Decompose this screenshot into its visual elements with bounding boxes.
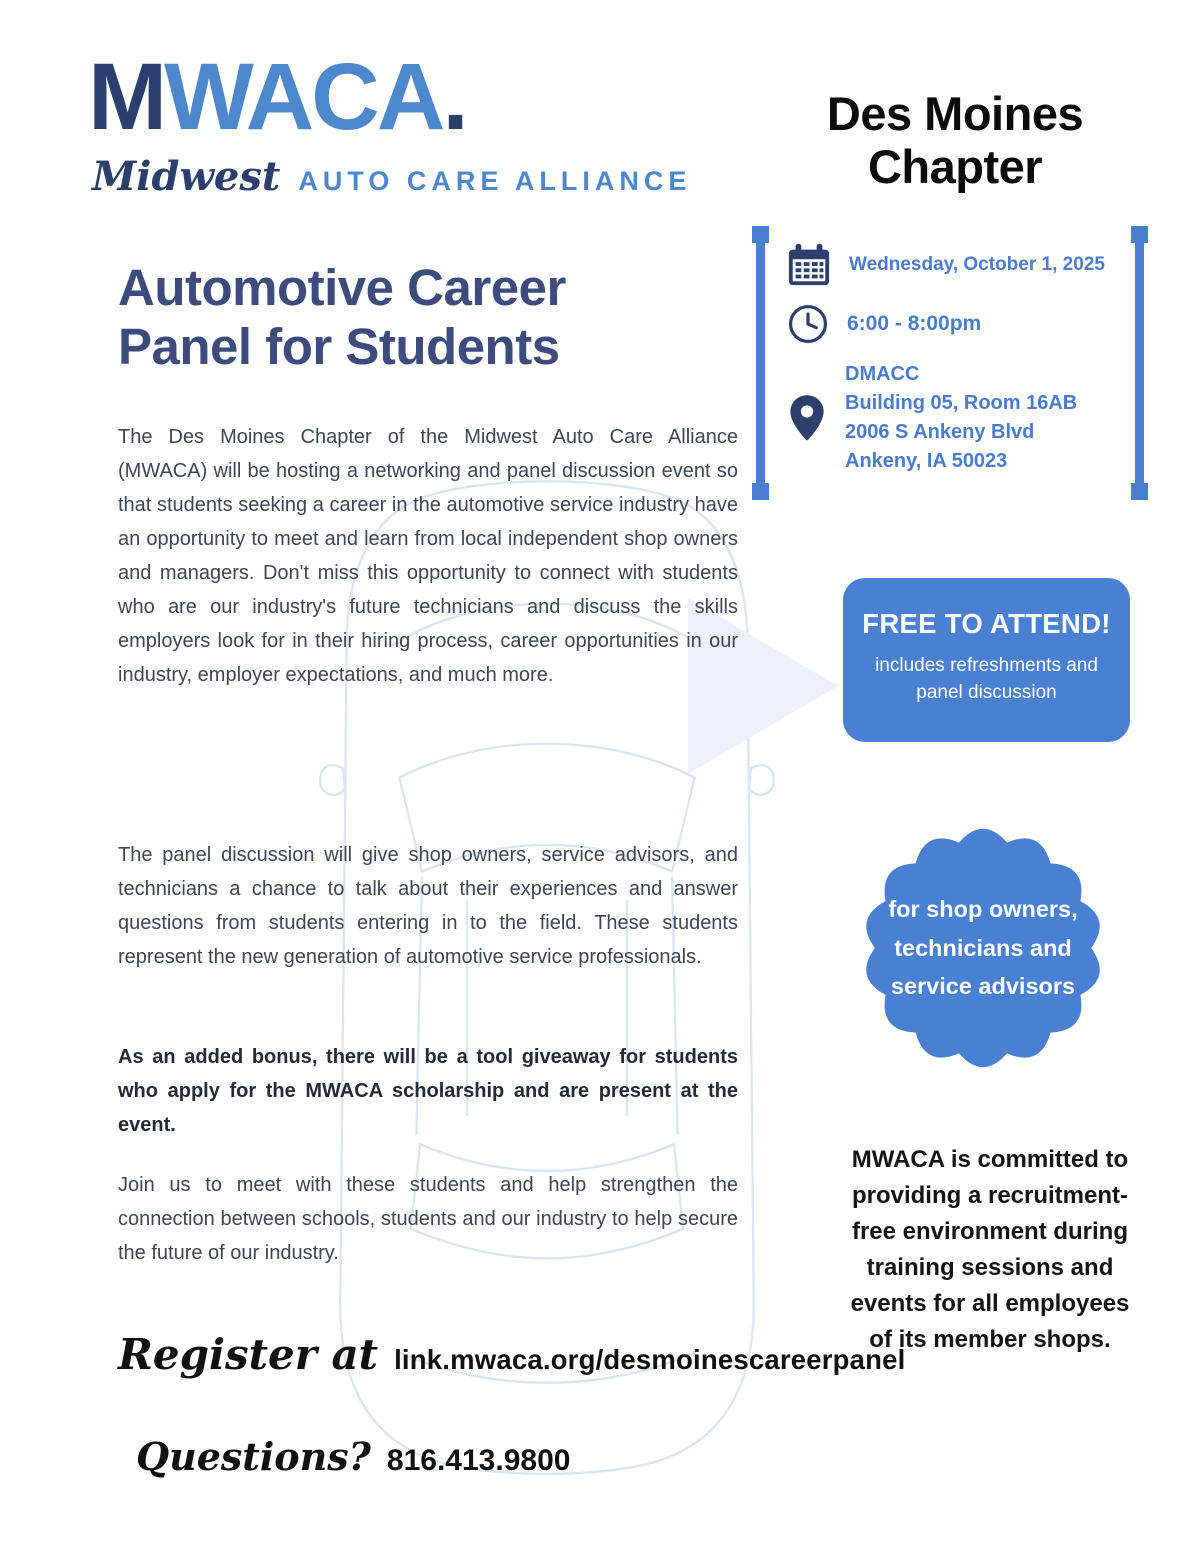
- body-paragraph-4: Join us to meet with these students and help strengthen the connection between schools, students and our industry to help secure the future of our industry.: [118, 1174, 738, 1264]
- audience-badge-line: service advisors: [890, 973, 1076, 1000]
- audience-badge-line: technicians and: [894, 934, 1072, 961]
- logo-alliance-text: AUTO CARE ALLIANCE: [298, 166, 692, 196]
- event-location-line: Ankeny, IA 50023: [845, 450, 1008, 472]
- calendar-icon: [786, 242, 832, 288]
- event-location-line: Building 05, Room 16AB: [845, 392, 1078, 414]
- free-to-attend-subtitle: includes refreshments and panel discussion: [875, 655, 1098, 703]
- event-date-row: [786, 242, 1124, 288]
- page-title: [118, 258, 738, 376]
- logo-wordmark: [88, 44, 691, 150]
- phone-number[interactable]: 816.413.9800: [386, 1444, 571, 1477]
- event-time: 6:00 - 8:00pm: [847, 312, 982, 335]
- event-date: Wednesday, October 1, 2025: [849, 254, 1105, 275]
- register-row: [118, 1330, 905, 1379]
- register-script-label: Register at: [118, 1330, 379, 1379]
- audience-badge: [850, 812, 1116, 1084]
- logo-period: .: [442, 44, 466, 150]
- body-paragraph-2: The panel discussion will give shop owners, service advisors, and technicians a chance to talk about their experiences and answer questions from students entering in to the field. These students represent the new generation of automotive service professionals.: [118, 844, 738, 968]
- right-bracket-bar: [1135, 236, 1144, 490]
- body-paragraph-1: The Des Moines Chapter of the Midwest Auto Care Alliance (MWACA) will be hosting a networking and panel discussion event so that students seeking a career in the automotive service industry have an opportunity to meet and learn from local independent shop owners and managers. Don't miss this opportunity to connect with students who are our industry's future technicians and discuss the skills employers look for in their hiring process, career opportunities in our industry, employer expectations, and much more.: [118, 426, 738, 686]
- body-paragraph-bonus: As an added bonus, there will be a tool giveaway for students who apply for the MWACA scholarship and are present at the event.: [118, 1046, 738, 1136]
- audience-badge-line: for shop owners,: [888, 895, 1078, 922]
- audience-badge-text: [850, 812, 1116, 1084]
- event-location-line: DMACC: [845, 363, 920, 385]
- event-location: [845, 360, 1077, 476]
- page-title-line2: Panel for Students: [118, 318, 560, 376]
- event-time-row: [786, 302, 1124, 346]
- register-link[interactable]: link.mwaca.org/desmoinescareerpanel: [394, 1344, 906, 1375]
- event-location-row: [786, 360, 1124, 476]
- logo-letter-m: M: [88, 44, 165, 150]
- free-to-attend-title: FREE TO ATTEND!: [862, 608, 1111, 639]
- event-location-line: 2006 S Ankeny Blvd: [845, 421, 1035, 443]
- logo-script-midwest: Midwest: [92, 153, 281, 200]
- page-title-line1: Automotive Career: [118, 259, 566, 316]
- event-details-panel: [748, 226, 1152, 500]
- chapter-title-line1: Des Moines: [826, 87, 1084, 140]
- mwaca-logo: [88, 44, 692, 200]
- clock-icon: [786, 302, 830, 346]
- chapter-title: [760, 88, 1150, 193]
- chapter-title-line2: Chapter: [867, 139, 1043, 193]
- free-to-attend-box: [843, 578, 1130, 742]
- questions-script-label: Questions?: [136, 1434, 371, 1479]
- questions-row: [136, 1434, 570, 1479]
- left-bracket-bar: [756, 236, 765, 490]
- map-pin-icon: [786, 391, 828, 445]
- commitment-statement: MWACA is committed to providing a recruitment-free environment during training sessions and events for all employees of its member shops.: [850, 1146, 1130, 1353]
- logo-letters-waca: WACA: [164, 44, 443, 150]
